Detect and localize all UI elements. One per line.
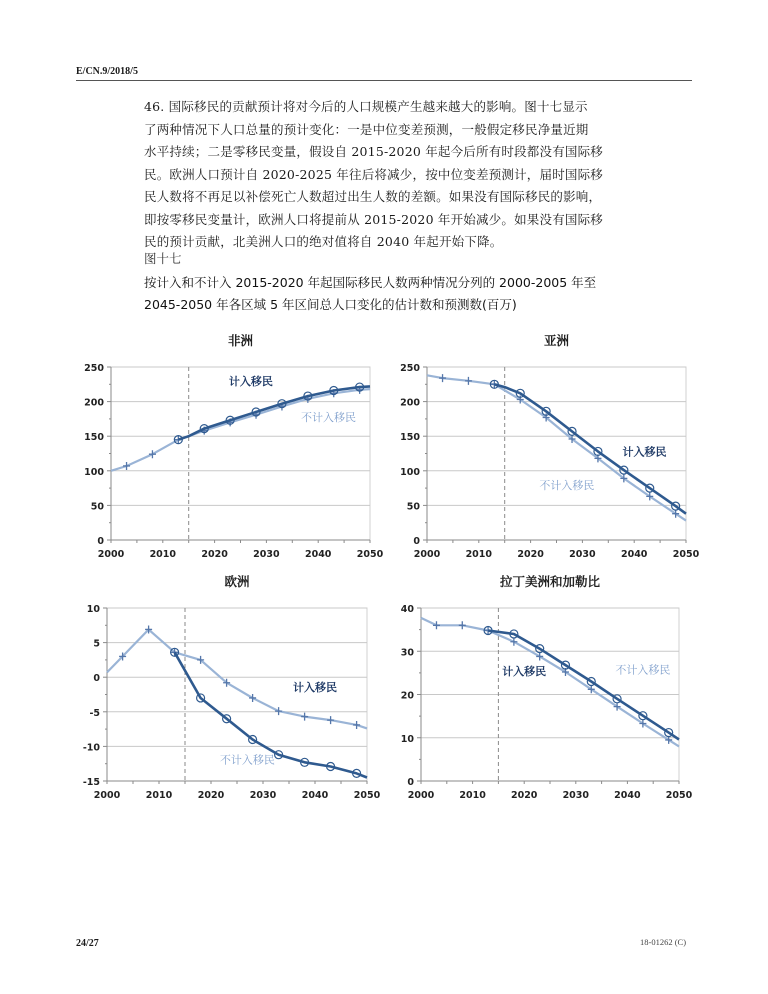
- marker-circle: [510, 630, 518, 638]
- x-tick-label: 2040: [304, 549, 332, 560]
- x-tick-label: 2000: [407, 790, 435, 801]
- y-tick-label: 10: [86, 604, 100, 615]
- x-tick-label: 2040: [301, 790, 329, 801]
- paragraph-46: [144, 96, 684, 254]
- figure-title: [144, 272, 596, 316]
- y-tick-label: 50: [406, 501, 420, 513]
- y-tick-label: 0: [407, 777, 414, 788]
- marker-plus: [356, 386, 363, 394]
- paragraph-line: 民。欧洲人口预计自 2020-2025 年往后将减少，按中位变差预测计，届时国际移: [144, 166, 603, 182]
- chart-title: 拉丁美洲和加勒比: [499, 574, 601, 589]
- label-with-migration: 计入移民: [502, 665, 547, 679]
- y-tick-label: 250: [400, 363, 420, 374]
- series-without-migration: [111, 389, 370, 471]
- marker-circle: [646, 484, 654, 492]
- y-tick-label: 100: [84, 466, 104, 478]
- marker-plus: [459, 621, 466, 629]
- series-with-migration: [178, 386, 370, 439]
- series-without-migration: [421, 618, 679, 747]
- marker-circle: [665, 729, 673, 737]
- marker-circle: [516, 389, 524, 397]
- marker-plus: [536, 652, 543, 660]
- document-symbol: E/CN.9/2018/5: [76, 66, 138, 77]
- marker-plus: [569, 435, 576, 443]
- paragraph-line: 46. 国际移民的贡献预计将对今后的人口规模产生越来越大的影响。图十七显示: [144, 99, 588, 114]
- x-tick-label: 2050: [672, 549, 700, 560]
- marker-circle: [561, 661, 569, 669]
- marker-circle: [353, 769, 361, 777]
- marker-plus: [353, 721, 360, 729]
- marker-circle: [200, 425, 208, 433]
- marker-plus: [171, 648, 178, 656]
- y-tick-label: 5: [93, 638, 100, 650]
- marker-circle: [672, 502, 680, 510]
- marker-plus: [594, 454, 601, 462]
- y-tick-label: 40: [400, 604, 414, 615]
- marker-plus: [278, 402, 285, 410]
- marker-plus: [301, 713, 308, 721]
- x-tick-label: 2000: [413, 549, 441, 560]
- series-without-migration: [427, 375, 686, 520]
- chart-title: 非洲: [227, 333, 254, 348]
- x-tick-label: 2030: [562, 790, 590, 801]
- marker-plus: [123, 462, 130, 470]
- marker-circle: [252, 408, 260, 416]
- marker-circle: [278, 400, 286, 408]
- document-code: 18-01262 (C): [640, 937, 687, 947]
- x-tick-label: 2010: [459, 790, 486, 801]
- marker-plus: [201, 427, 208, 435]
- figure-label: 图十七: [144, 251, 182, 266]
- label-with-migration: 计入移民: [228, 374, 273, 388]
- marker-plus: [491, 380, 498, 388]
- marker-plus: [145, 625, 152, 633]
- label-with-migration: 计入移民: [622, 445, 667, 459]
- figure-title-line: 按计入和不计入 2015-2020 年起国际移民人数两种情况分列的 2000-2005 年至: [144, 275, 597, 290]
- marker-circle: [587, 678, 595, 686]
- marker-circle: [594, 447, 602, 455]
- x-tick-label: 2030: [569, 549, 596, 560]
- marker-plus: [646, 492, 653, 500]
- paragraph-line: 了两种情况下人口总量的预计变化：一是中位变差预测，一般假定移民净量近期: [144, 121, 589, 137]
- x-tick-label: 2020: [517, 549, 544, 560]
- x-tick-label: 2030: [249, 790, 277, 801]
- marker-circle: [613, 695, 621, 703]
- x-tick-label: 2030: [253, 549, 280, 560]
- label-without-migration: 不计入移民: [615, 663, 671, 677]
- marker-plus: [439, 374, 446, 382]
- marker-circle: [301, 758, 309, 766]
- marker-plus: [465, 377, 472, 385]
- x-tick-label: 2000: [93, 790, 121, 801]
- label-with-migration: 计入移民: [293, 681, 337, 695]
- marker-circle: [327, 762, 335, 770]
- series-without-migration: [107, 630, 367, 729]
- page-number: 24/27: [76, 938, 99, 949]
- marker-plus: [330, 389, 337, 397]
- y-tick-label: 100: [400, 466, 420, 478]
- marker-plus: [562, 668, 569, 676]
- y-tick-label: 250: [84, 363, 104, 374]
- paragraph-line: 水平持续；二是零移民变量，假设自 2015-2020 年起今后所有时段都没有国际移: [144, 144, 603, 159]
- marker-circle: [226, 416, 234, 424]
- marker-plus: [639, 719, 646, 727]
- x-tick-label: 2000: [97, 549, 125, 560]
- y-tick-label: 30: [400, 647, 414, 659]
- marker-plus: [175, 436, 182, 444]
- marker-circle: [197, 694, 205, 702]
- label-without-migration: 不计入移民: [219, 753, 275, 767]
- series-with-migration: [488, 631, 679, 740]
- figure-title-line: 2045-2050 年各区域 5 年区间总人口变化的估计数和预测数(百万): [144, 297, 517, 312]
- y-tick-label: 10: [400, 733, 414, 745]
- marker-plus: [253, 411, 260, 419]
- marker-circle: [484, 626, 492, 634]
- y-tick-label: -5: [89, 707, 100, 719]
- marker-circle: [304, 392, 312, 400]
- x-tick-label: 2050: [353, 790, 381, 801]
- marker-plus: [588, 685, 595, 693]
- marker-plus: [227, 418, 234, 426]
- marker-circle: [620, 466, 628, 474]
- x-tick-label: 2020: [197, 790, 225, 801]
- x-tick-label: 2050: [356, 549, 384, 560]
- chart-title: 亚洲: [543, 333, 570, 348]
- y-tick-label: 200: [84, 397, 104, 409]
- y-tick-label: -15: [82, 777, 100, 788]
- marker-plus: [510, 638, 517, 646]
- y-tick-label: 20: [400, 690, 414, 702]
- marker-circle: [171, 648, 179, 656]
- x-tick-label: 2010: [145, 790, 173, 801]
- marker-circle: [275, 751, 283, 759]
- paragraph-line: 即按零移民变量计，欧洲人口将提前从 2015-2020 年开始减少。如果没有国际移: [144, 211, 603, 227]
- marker-plus: [197, 656, 204, 664]
- marker-circle: [330, 387, 338, 395]
- x-tick-label: 2050: [665, 790, 693, 801]
- x-tick-label: 2040: [614, 790, 641, 801]
- marker-plus: [620, 474, 627, 482]
- marker-plus: [485, 626, 492, 634]
- marker-plus: [543, 414, 550, 422]
- y-tick-label: 0: [413, 536, 420, 547]
- marker-plus: [119, 652, 126, 660]
- y-tick-label: 200: [400, 397, 420, 409]
- marker-circle: [568, 427, 576, 435]
- header-rule: [76, 80, 692, 81]
- marker-plus: [304, 395, 311, 403]
- y-tick-label: -10: [82, 742, 100, 754]
- x-tick-label: 2020: [510, 790, 538, 801]
- series-with-migration: [175, 652, 367, 777]
- marker-circle: [174, 436, 182, 444]
- series-with-migration: [494, 384, 686, 513]
- marker-plus: [433, 621, 440, 629]
- marker-plus: [223, 679, 230, 687]
- marker-plus: [249, 694, 256, 702]
- marker-circle: [356, 383, 364, 391]
- paragraph-line: 民的预计贡献，北美洲人口的绝对值将自 2040 年起开始下降。: [144, 234, 503, 249]
- paragraph-line: 民人数将不再足以补偿死亡人数超过出生人数的差额。如果没有国际移民的影响，: [144, 189, 602, 204]
- x-tick-label: 2010: [465, 549, 493, 560]
- x-tick-label: 2040: [620, 549, 648, 560]
- marker-plus: [275, 707, 282, 715]
- y-tick-label: 150: [84, 432, 104, 444]
- label-without-migration: 不计入移民: [301, 410, 357, 424]
- x-tick-label: 2010: [149, 549, 177, 560]
- marker-plus: [665, 736, 672, 744]
- marker-circle: [223, 715, 231, 723]
- y-tick-label: 150: [400, 432, 420, 444]
- y-tick-label: 0: [93, 673, 100, 685]
- marker-circle: [542, 407, 550, 415]
- marker-circle: [490, 380, 498, 388]
- marker-circle: [639, 712, 647, 720]
- x-tick-label: 2020: [201, 549, 228, 560]
- marker-plus: [149, 450, 156, 458]
- marker-plus: [517, 396, 524, 404]
- marker-plus: [672, 510, 679, 518]
- marker-circle: [536, 645, 544, 653]
- marker-circle: [249, 735, 257, 743]
- marker-plus: [327, 716, 334, 724]
- y-tick-label: 50: [90, 501, 104, 513]
- label-without-migration: 不计入移民: [539, 478, 595, 492]
- marker-plus: [614, 703, 621, 711]
- y-tick-label: 0: [97, 536, 104, 547]
- chart-title: 欧洲: [224, 574, 250, 589]
